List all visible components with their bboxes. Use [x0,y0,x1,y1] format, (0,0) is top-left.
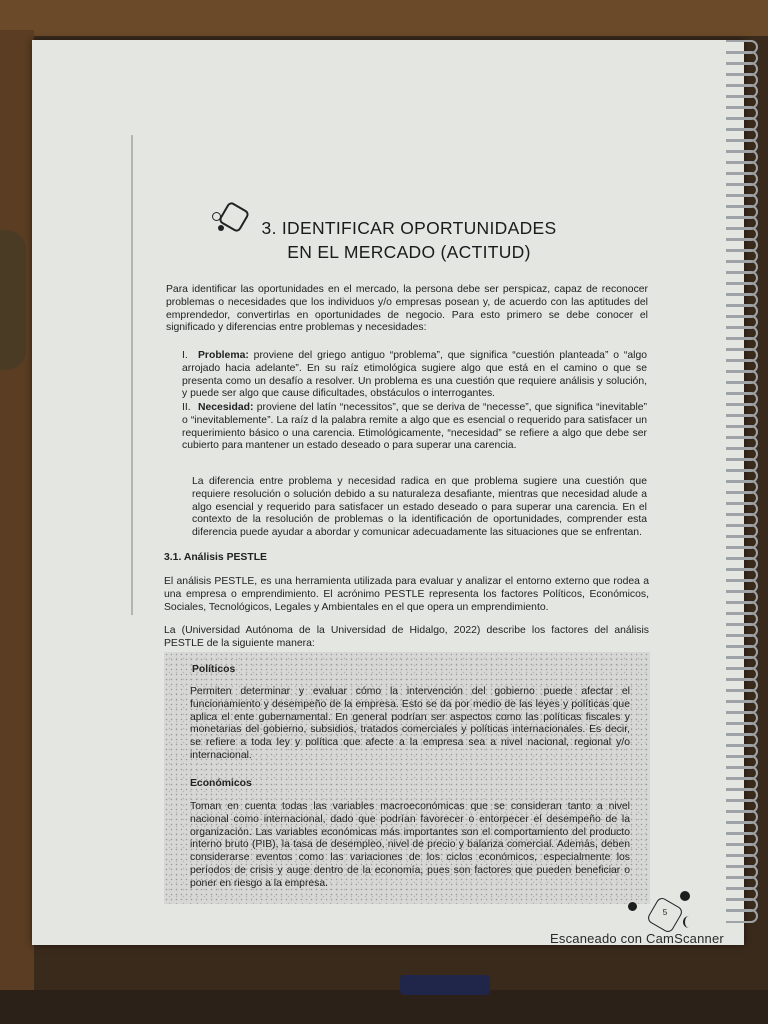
page-number: 5 [662,908,668,917]
item-number: II. [182,402,191,413]
dried-leaf [0,230,26,370]
section-title [244,216,574,264]
item-text: proviene del griego antiguo “problema”, que significa “cuestión planteada” o “algo arrojado hacia adelante”. En su raíz etimológica sugiere algo que está en el camino o que se presenta como un desafío a resolver. Un problema es una cuestión que requiere análisis y solución, y puede ser algo que cause dificultades, obstáculos o interrogantes. [182,350,648,400]
definition-necesidad [182,402,647,453]
dot-decoration-icon [680,891,690,901]
desk-surface-left [0,30,34,990]
section-title-line-1: 3. IDENTIFICAR OPORTUNIDADES [261,218,557,238]
item-number: I. [182,350,188,361]
dot-decoration-icon [218,225,224,231]
dot-decoration-icon [628,902,637,911]
item-term: Problema: [198,350,249,361]
politicos-heading: Políticos [192,664,236,675]
item-text: proviene del latín “necessitos”, que se deriva de “necesse”, que significa “inevitable” o “inevitablemente”. La raíz d la palabra remite a algo que es esencial o requerido para satisfacer un requerimiento básico o una carencia. Etimológicamente, “necesidad” se refiere a algo que debe ser cubierto para mantener un estado deseado o para superar una carencia. [182,402,647,452]
arc-decoration-icon [683,916,690,928]
page-margin-line [131,135,133,615]
item-term: Necesidad: [198,402,254,413]
scanner-watermark: Escaneado con CamScanner [550,931,724,946]
page-number-badge [650,900,680,930]
circle-decoration-icon [212,212,221,221]
economicos-heading: Económicos [190,778,252,789]
difference-paragraph: La diferencia entre problema y necesidad radica en que problema sugiere una cuestión que requiere resolución o solución debido a su naturaleza desafiante, mientras que necesidad alude a algo esencial y requerido para satisfacer un estado deseado o para superar una carencia. En el contexto de la resolución de problemas o la identificación de oportunidades, comprender esta diferencia puede ayudar a abordar y comunicar adecuadamente las situaciones que se enfrentan. [192,476,647,539]
subsection-heading: 3.1. Análisis PESTLE [164,552,267,563]
notebook-page [32,40,744,945]
definition-problema [182,350,647,401]
section-title-line-2: EN EL MERCADO (ACTITUD) [287,242,531,262]
economicos-paragraph: Toman en cuenta todas las variables macroeconómicas que se consideran tanto a nivel nacional como internacional, dado que podrían favorecer o entorpecer el desempeño de la organización. Las variables económicas más importantes son el comportamiento del producto interno bruto (PIB), la tasa de desempleo, nivel de precio y balanza comercial. Además, deben considerarse eventos como las variaciones de los ciclos económicos, especialmente los períodos de crisis y auge dentro de la economía, pues son factores que pueden beneficiar o poner en riesgo a la empresa. [190,801,630,889]
pestle-paragraph: El análisis PESTLE, es una herramienta utilizada para evaluar y analizar el entorno externo que rodea a una empresa o emprendimiento. El acrónimo PESTLE representa los factores Políticos, Económicos, Sociales, Tecnológicos, Legales y Ambientales en el que opera un emprendimiento. [164,576,649,613]
intro-paragraph: Para identificar las oportunidades en el mercado, la persona debe ser perspicaz, capaz de reconocer problemas o necesidades que los individuos y/o empresas posean y, de acuerdo con las aptitudes del emprendedor, convertirlas en oportunidades de negocio. Para esto primero se debe conocer el significado y diferencias entre problemas y necesidades: [166,284,648,334]
desk-surface-bottom [0,990,768,1024]
spiral-binding [722,40,762,940]
pestle-factors-box [164,652,650,904]
desk-surface-top [0,0,768,36]
binding-ring [726,909,758,923]
politicos-paragraph: Permiten determinar y evaluar cómo la intervención del gobierno puede afectar el funcionamiento y desempeño de la empresa. Esto se da por medio de las leyes y políticas que aplica el ente gubernamental. En general podrían ser aspectos como las políticas fiscales y monetarias del gobierno, subsidios, tratados comerciales y políticas internacionales. Es decir, se refiere a toda ley y política que afecte a la empresa sea a nivel nacional, regional y/o internacional. [190,686,630,761]
phone-edge [400,975,490,995]
source-paragraph: La (Universidad Autónoma de la Universidad de Hidalgo, 2022) describe los factores del análisis PESTLE de la siguiente manera: [164,625,649,649]
